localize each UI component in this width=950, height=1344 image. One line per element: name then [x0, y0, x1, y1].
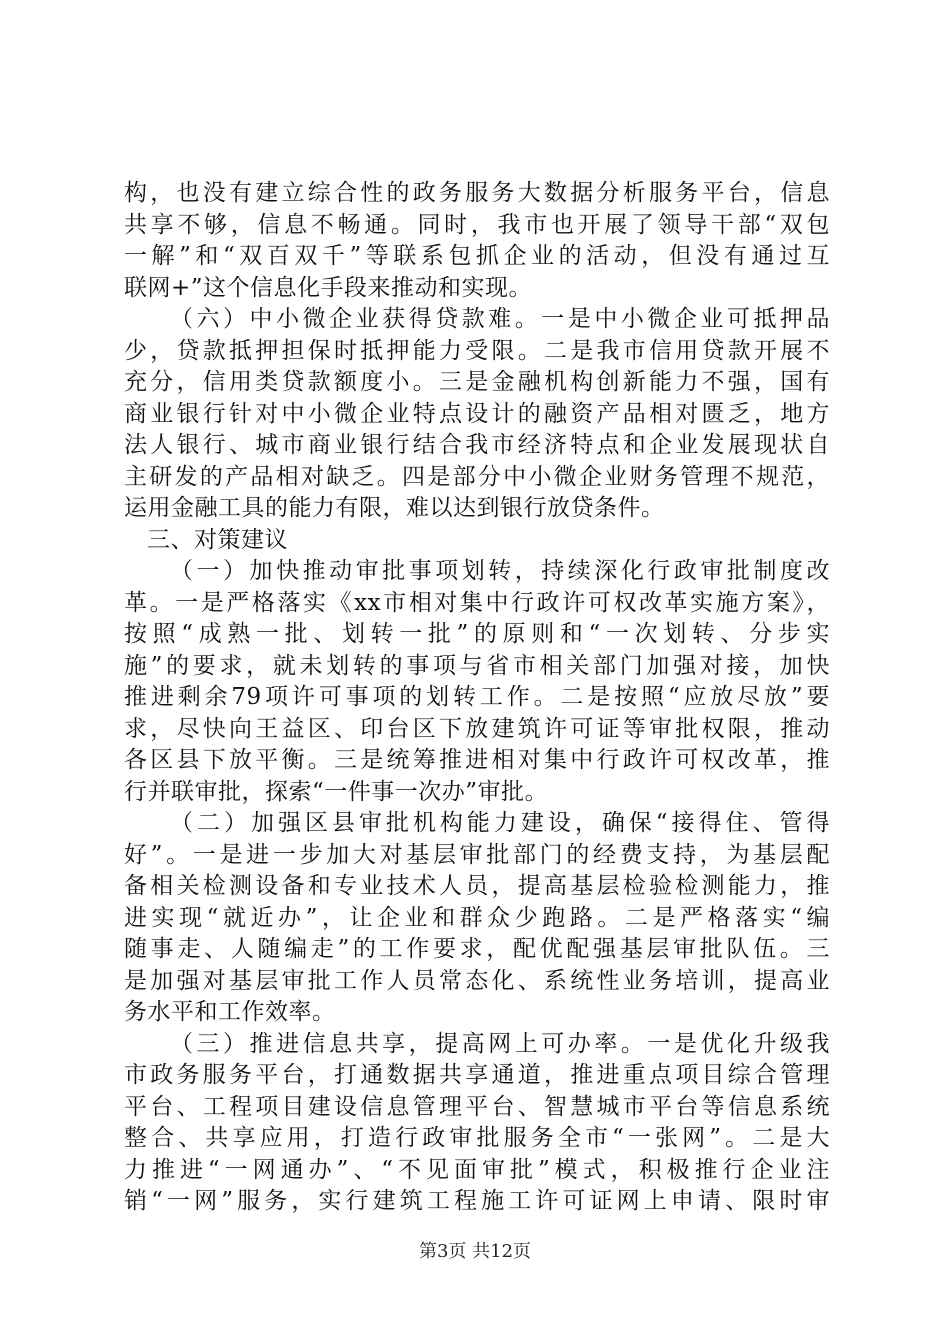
paragraph-line: 随事走、人随编走”的工作要求，配优配强基层审批队伍。三 [124, 936, 830, 962]
paragraph-line: 充分，信用类贷款额度小。三是金融机构创新能力不强，国有 [124, 369, 830, 395]
paragraph-line: 少，贷款抵押担保时抵押能力受限。二是我市信用贷款开展不 [124, 337, 830, 364]
paragraph-line: 是加强对基层审批工作人员常态化、系统性业务培训，提高业 [124, 967, 830, 994]
document-body [124, 178, 830, 1218]
paragraph-line: 法人银行、城市商业银行结合我市经济特点和企业发展现状自 [124, 432, 830, 458]
paragraph-line: 商业银行针对中小微企业特点设计的融资产品相对匮乏，地方 [124, 400, 830, 427]
paragraph-line: 主研发的产品相对缺乏。四是部分中小微企业财务管理不规范， [124, 463, 830, 490]
paragraph-line: 一解”和“双百双千”等联系包抓企业的活动，但没有通过互 [124, 243, 830, 269]
paragraph-line: 共享不够，信息不畅通。同时，我市也开展了领导干部“双包 [124, 211, 830, 238]
page-number-footer: 第3页 共12页 [418, 1241, 532, 1262]
paragraph-line: 各区县下放平衡。三是统筹推进相对集中行政许可权改革，推 [124, 747, 830, 773]
paragraph-line: 按照“成熟一批、划转一批”的原则和“一次划转、分步实 [124, 621, 830, 647]
paragraph-line: （一）加快推动审批事项划转，持续深化行政审批制度改 [170, 558, 830, 584]
paragraph-line: 进实现“就近办”，让企业和群众少跑路。二是严格落实“编 [124, 904, 830, 931]
paragraph-line: 务水平和工作效率。 [124, 999, 336, 1025]
paragraph-line: （六）中小微企业获得贷款难。一是中小微企业可抵押品 [170, 306, 830, 332]
paragraph-line: 构，也没有建立综合性的政务服务大数据分析服务平台，信息 [124, 180, 830, 206]
paragraph-line: 销“一网”服务，实行建筑工程施工许可证网上申请、限时审 [124, 1188, 830, 1214]
paragraph-line: 联网+”这个信息化手段来推动和实现。 [124, 274, 533, 301]
paragraph-line: 备相关检测设备和专业技术人员，提高基层检验检测能力，推 [124, 873, 830, 899]
paragraph-line: 推进剩余79项许可事项的划转工作。二是按照“应放尽放”要 [124, 684, 830, 710]
paragraph-line: 施”的要求，就未划转的事项与省市相关部门加强对接，加快 [124, 652, 830, 679]
paragraph-line: 市政务服务平台，打通数据共享通道，推进重点项目综合管理 [124, 1062, 830, 1088]
section-heading: 三、对策建议 [147, 526, 288, 553]
paragraph-line: 好”。一是进一步加大对基层审批部门的经费支持，为基层配 [124, 841, 830, 868]
paragraph-line: 求，尽快向王益区、印台区下放建筑许可证等审批权限，推动 [124, 715, 830, 742]
paragraph-line: 平台、工程项目建设信息管理平台、智慧城市平台等信息系统 [124, 1093, 830, 1120]
paragraph-line: 行并联审批，探索“一件事一次办”审批。 [124, 778, 549, 805]
paragraph-line: 运用金融工具的能力有限，难以达到银行放贷条件。 [124, 495, 665, 521]
paragraph-line: 整合、共享应用，打造行政审批服务全市“一张网”。二是大 [124, 1125, 830, 1151]
paragraph-line: 革。一是严格落实《xx市相对集中行政许可权改革实施方案》， [124, 589, 830, 616]
paragraph-line: （二）加强区县审批机构能力建设，确保“接得住、管得 [170, 810, 830, 836]
paragraph-line: 力推进“一网通办”、“不见面审批”模式，积极推行企业注 [124, 1156, 830, 1183]
paragraph-line: （三）推进信息共享，提高网上可办率。一是优化升级我 [170, 1030, 830, 1057]
